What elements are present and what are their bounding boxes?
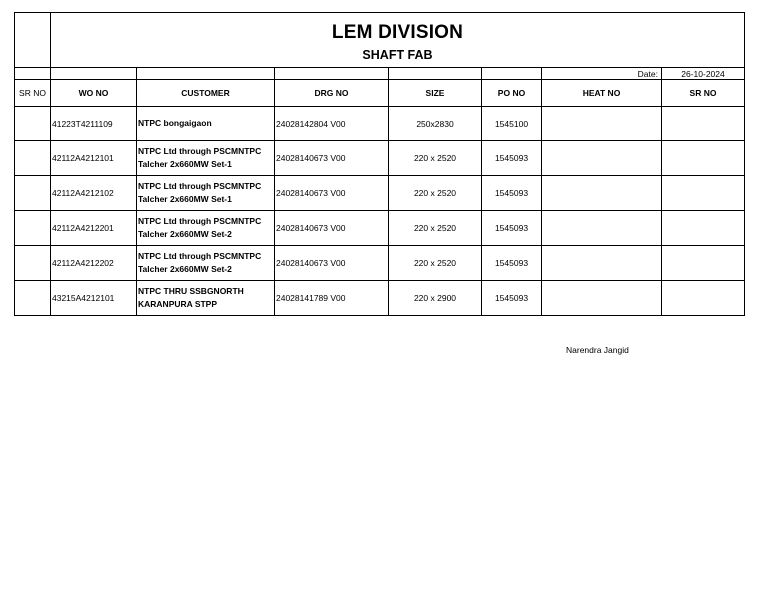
sr-no-2-cell bbox=[662, 246, 745, 281]
po-no-cell: 1545093 bbox=[482, 141, 542, 176]
wo-no-cell: 43215A4212101 bbox=[51, 281, 137, 316]
shaft-fab-table bbox=[14, 12, 745, 316]
header-customer: CUSTOMER bbox=[137, 80, 275, 107]
heat-no-cell bbox=[542, 107, 662, 141]
page-title: LEM DIVISION bbox=[331, 22, 464, 43]
po-no-cell: 1545093 bbox=[482, 176, 542, 211]
sr-no-2-cell bbox=[662, 107, 745, 141]
wo-no-cell: 42112A4212201 bbox=[51, 211, 137, 246]
header-size: SIZE bbox=[389, 80, 482, 107]
size-cell: 220 x 2900 bbox=[389, 281, 482, 316]
table-row bbox=[15, 246, 745, 281]
customer-cell: NTPC Ltd through PSCMNTPC Talcher 2x660MW Set-2 bbox=[137, 211, 275, 246]
header-wo-no: WO NO bbox=[51, 80, 137, 107]
title-cell bbox=[51, 13, 745, 68]
wo-no-cell: 42112A4212101 bbox=[51, 141, 137, 176]
header-sr-no-2: SR NO bbox=[662, 80, 745, 107]
wo-no-cell: 42112A4212202 bbox=[51, 246, 137, 281]
heat-no-cell bbox=[542, 211, 662, 246]
wo-no-cell: 41223T4211109 bbox=[51, 107, 137, 141]
po-no-cell: 1545100 bbox=[482, 107, 542, 141]
table-row bbox=[15, 176, 745, 211]
size-cell: 250x2830 bbox=[389, 107, 482, 141]
customer-cell: NTPC bongaigaon bbox=[137, 107, 275, 141]
wo-no-cell: 42112A4212102 bbox=[51, 176, 137, 211]
header-heat-no: HEAT NO bbox=[542, 80, 662, 107]
heat-no-cell bbox=[542, 246, 662, 281]
table-row bbox=[15, 107, 745, 141]
table-row bbox=[15, 211, 745, 246]
drg-no-cell: 24028140673 V00 bbox=[275, 211, 389, 246]
page-subtitle: SHAFT FAB bbox=[362, 48, 433, 62]
drg-no-cell: 24028142804 V00 bbox=[275, 107, 389, 141]
customer-cell: NTPC THRU SSBGNORTH KARANPURA STPP bbox=[137, 281, 275, 316]
header-row bbox=[15, 80, 745, 107]
customer-cell: NTPC Ltd through PSCMNTPC Talcher 2x660MW Set-1 bbox=[137, 141, 275, 176]
report-sheet bbox=[14, 12, 745, 316]
corner-cell bbox=[15, 13, 51, 68]
header-po-no: PO NO bbox=[482, 80, 542, 107]
po-no-cell: 1545093 bbox=[482, 246, 542, 281]
table-row bbox=[15, 141, 745, 176]
drg-no-cell: 24028140673 V00 bbox=[275, 176, 389, 211]
size-cell: 220 x 2520 bbox=[389, 246, 482, 281]
header-drg-no: DRG NO bbox=[275, 80, 389, 107]
sr-no-2-cell bbox=[662, 211, 745, 246]
sr-no-2-cell bbox=[662, 281, 745, 316]
size-cell: 220 x 2520 bbox=[389, 141, 482, 176]
date-value: 26-10-2024 bbox=[662, 68, 745, 80]
customer-cell: NTPC Ltd through PSCMNTPC Talcher 2x660MW Set-2 bbox=[137, 246, 275, 281]
heat-no-cell bbox=[542, 176, 662, 211]
size-cell: 220 x 2520 bbox=[389, 176, 482, 211]
sr-no-2-cell bbox=[662, 141, 745, 176]
table-row bbox=[15, 281, 745, 316]
po-no-cell: 1545093 bbox=[482, 211, 542, 246]
drg-no-cell: 24028141789 V00 bbox=[275, 281, 389, 316]
size-cell: 220 x 2520 bbox=[389, 211, 482, 246]
signature: Narendra Jangid bbox=[566, 345, 629, 355]
drg-no-cell: 24028140673 V00 bbox=[275, 141, 389, 176]
header-sr-no: SR NO bbox=[15, 80, 51, 107]
sr-no-2-cell bbox=[662, 176, 745, 211]
heat-no-cell bbox=[542, 281, 662, 316]
date-label: Date: bbox=[542, 68, 662, 80]
heat-no-cell bbox=[542, 141, 662, 176]
drg-no-cell: 24028140673 V00 bbox=[275, 246, 389, 281]
customer-cell: NTPC Ltd through PSCMNTPC Talcher 2x660MW Set-1 bbox=[137, 176, 275, 211]
po-no-cell: 1545093 bbox=[482, 281, 542, 316]
